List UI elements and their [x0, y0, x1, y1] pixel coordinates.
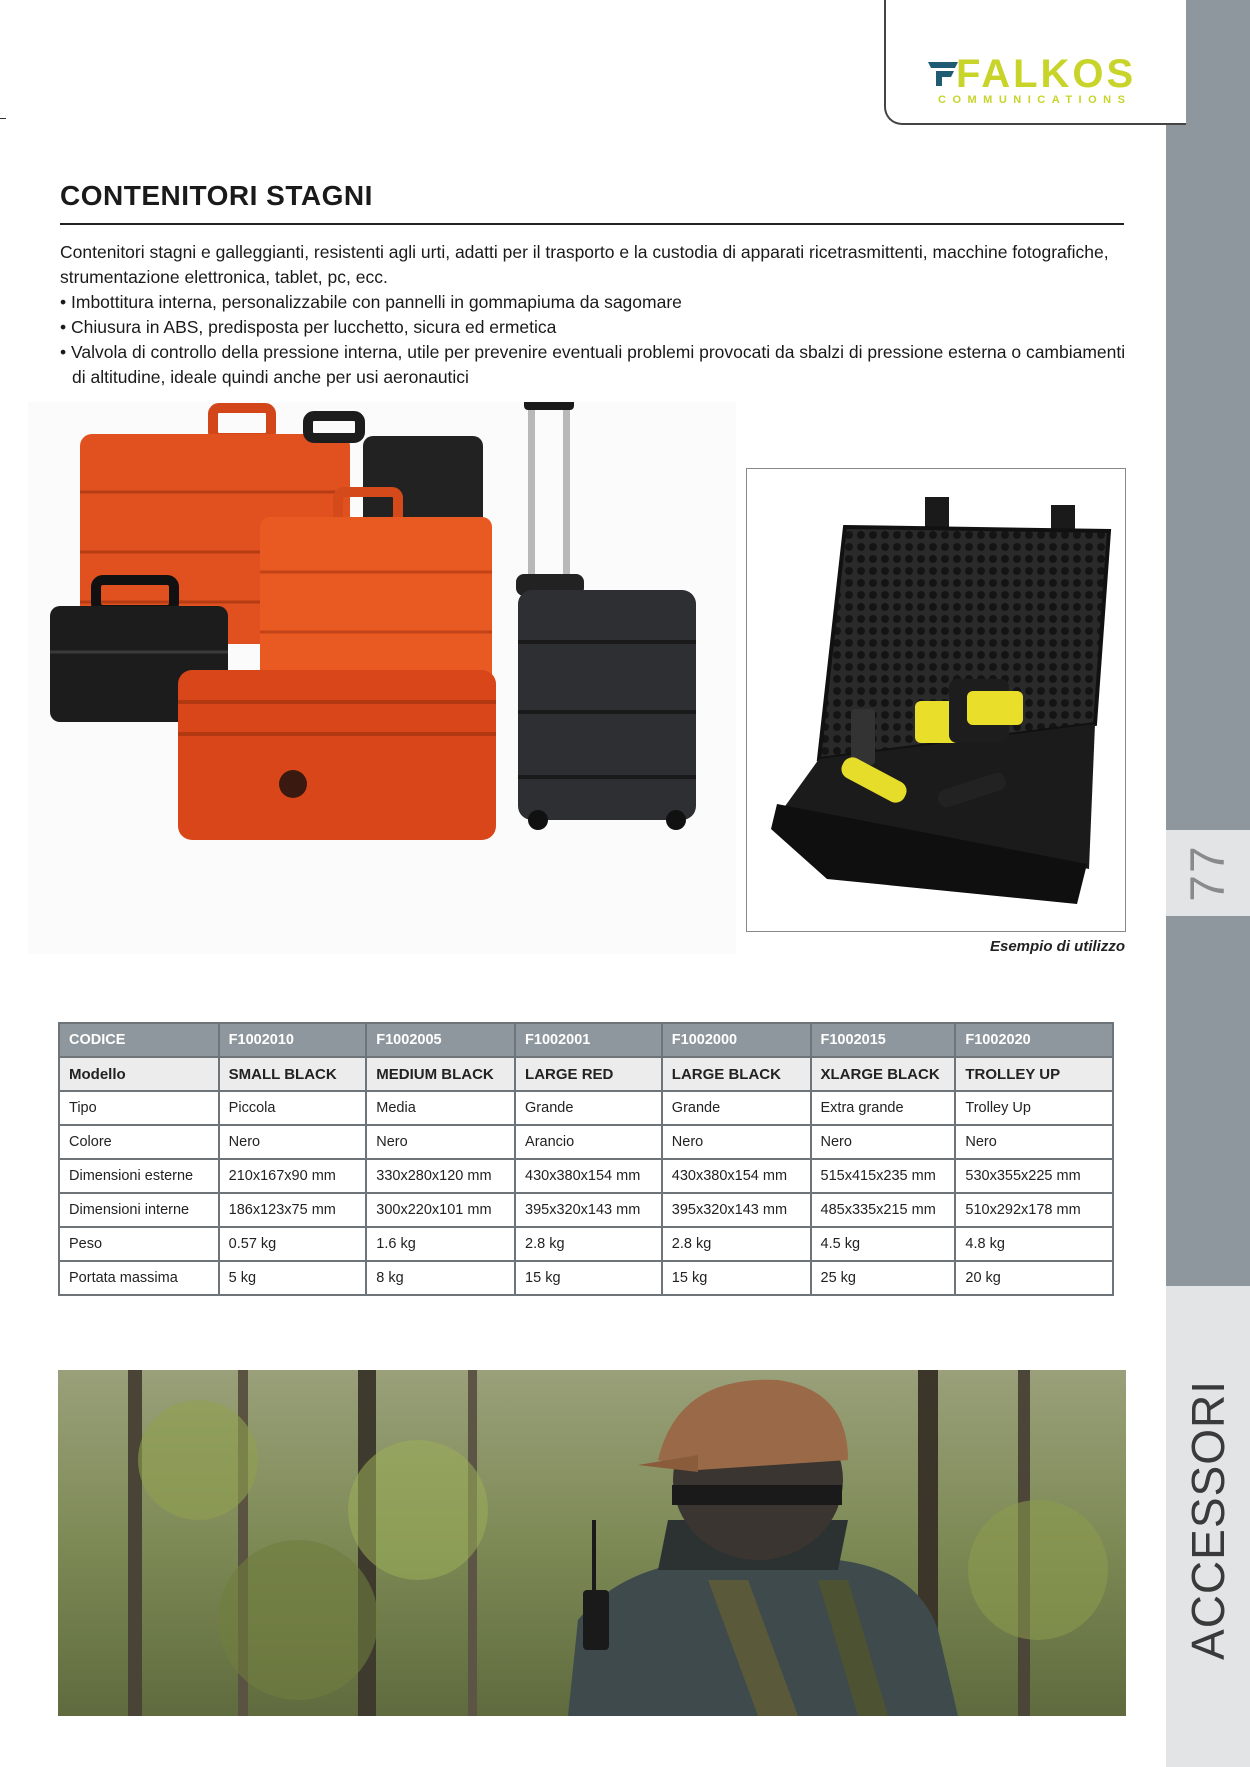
table-cell: 330x280x120 mm — [366, 1159, 515, 1193]
open-case-photo — [747, 469, 1125, 931]
table-cell: 25 kg — [811, 1261, 956, 1295]
table-cell: Media — [366, 1091, 515, 1125]
intro-text — [60, 240, 1140, 390]
header-cell: F1002015 — [811, 1023, 956, 1057]
table-row — [59, 1159, 1113, 1193]
table-cell: Peso — [59, 1227, 219, 1261]
table-row — [59, 1227, 1113, 1261]
table-cell: Tipo — [59, 1091, 219, 1125]
usage-caption: Esempio di utilizzo — [989, 938, 1125, 955]
page-number-tab — [1166, 830, 1250, 916]
table-cell: Modello — [59, 1057, 219, 1091]
intro-paragraph: Contenitori stagni e galleggianti, resistenti agli urti, adatti per il trasporto e la custodia di apparati ricetrasmittenti, macchine fotografiche, strumentazione elettronica, tablet, pc, ecc. — [60, 242, 1109, 287]
table-cell: 20 kg — [955, 1261, 1113, 1295]
brand-name: FALKOS — [956, 52, 1137, 96]
table-cell: Portata massima — [59, 1261, 219, 1295]
table-row — [59, 1057, 1113, 1091]
table-header-row — [59, 1023, 1113, 1057]
table-cell: 186x123x75 mm — [219, 1193, 367, 1227]
feature-item: • Imbottitura interna, personalizzabile con pannelli in gommapiuma da sagomare — [60, 290, 1140, 315]
table-cell: 395x320x143 mm — [662, 1193, 811, 1227]
table-cell: 8 kg — [366, 1261, 515, 1295]
crop-mark — [0, 118, 6, 119]
table-cell: 210x167x90 mm — [219, 1159, 367, 1193]
header-cell: CODICE — [59, 1023, 219, 1057]
table-cell: Grande — [662, 1091, 811, 1125]
table-cell: Nero — [366, 1125, 515, 1159]
table-cell: LARGE BLACK — [662, 1057, 811, 1091]
header-cell: F1002001 — [515, 1023, 662, 1057]
table-cell: Nero — [219, 1125, 367, 1159]
table-cell: 15 kg — [662, 1261, 811, 1295]
table-row — [59, 1261, 1113, 1295]
usage-example-photo-frame — [746, 468, 1126, 932]
page-title: CONTENITORI STAGNI — [60, 180, 373, 211]
table-cell: SMALL BLACK — [219, 1057, 367, 1091]
table-cell: 0.57 kg — [219, 1227, 367, 1261]
table-cell: Grande — [515, 1091, 662, 1125]
table-cell: 4.5 kg — [811, 1227, 956, 1261]
table-row — [59, 1091, 1113, 1125]
header-cell: F1002005 — [366, 1023, 515, 1057]
sidebar-middle-band — [1166, 916, 1250, 1286]
table-cell: Colore — [59, 1125, 219, 1159]
table-row — [59, 1125, 1113, 1159]
table-cell: 530x355x225 mm — [955, 1159, 1113, 1193]
header-cell: F1002010 — [219, 1023, 367, 1057]
table-cell: MEDIUM BLACK — [366, 1057, 515, 1091]
table-cell: LARGE RED — [515, 1057, 662, 1091]
title-divider — [60, 223, 1124, 225]
table-cell: 515x415x235 mm — [811, 1159, 956, 1193]
table-cell: XLARGE BLACK — [811, 1057, 956, 1091]
table-cell: TROLLEY UP — [955, 1057, 1113, 1091]
table-cell: 300x220x101 mm — [366, 1193, 515, 1227]
table-cell: Extra grande — [811, 1091, 956, 1125]
product-cases-photo — [28, 402, 736, 954]
table-cell: 15 kg — [515, 1261, 662, 1295]
table-cell: Arancio — [515, 1125, 662, 1159]
table-cell: Dimensioni esterne — [59, 1159, 219, 1193]
page-number: 77 — [1181, 844, 1235, 902]
table-cell: 430x380x154 mm — [662, 1159, 811, 1193]
table-cell: Nero — [662, 1125, 811, 1159]
table-cell: 4.8 kg — [955, 1227, 1113, 1261]
table-cell: Dimensioni interne — [59, 1193, 219, 1227]
table-cell: Trolley Up — [955, 1091, 1113, 1125]
table-cell: 2.8 kg — [662, 1227, 811, 1261]
table-cell: 510x292x178 mm — [955, 1193, 1113, 1227]
header-cell: F1002020 — [955, 1023, 1113, 1057]
specs-table — [58, 1022, 1114, 1296]
feature-list — [60, 290, 1140, 390]
falkos-logo-icon — [928, 60, 958, 86]
table-cell: Nero — [811, 1125, 956, 1159]
feature-item: • Valvola di controllo della pressione interna, utile per prevenire eventuali problemi provocati da sbalzi di pressione esterna o cambiamenti di altitudine, ideale quindi anche per usi aeronautici — [60, 340, 1140, 390]
table-cell: 1.6 kg — [366, 1227, 515, 1261]
table-cell: Piccola — [219, 1091, 367, 1125]
table-cell: Nero — [955, 1125, 1113, 1159]
header-cell: F1002000 — [662, 1023, 811, 1057]
table-cell: 430x380x154 mm — [515, 1159, 662, 1193]
table-cell: 5 kg — [219, 1261, 367, 1295]
table-row — [59, 1193, 1113, 1227]
forest-radio-user-photo — [58, 1370, 1126, 1716]
table-cell: 395x320x143 mm — [515, 1193, 662, 1227]
section-label: ACCESSORI — [1182, 1380, 1234, 1660]
table-cell: 485x335x215 mm — [811, 1193, 956, 1227]
brand-tagline: COMMUNICATIONS — [938, 94, 1132, 106]
table-cell: 2.8 kg — [515, 1227, 662, 1261]
feature-item: • Chiusura in ABS, predisposta per lucchetto, sicura ed ermetica — [60, 315, 1140, 340]
